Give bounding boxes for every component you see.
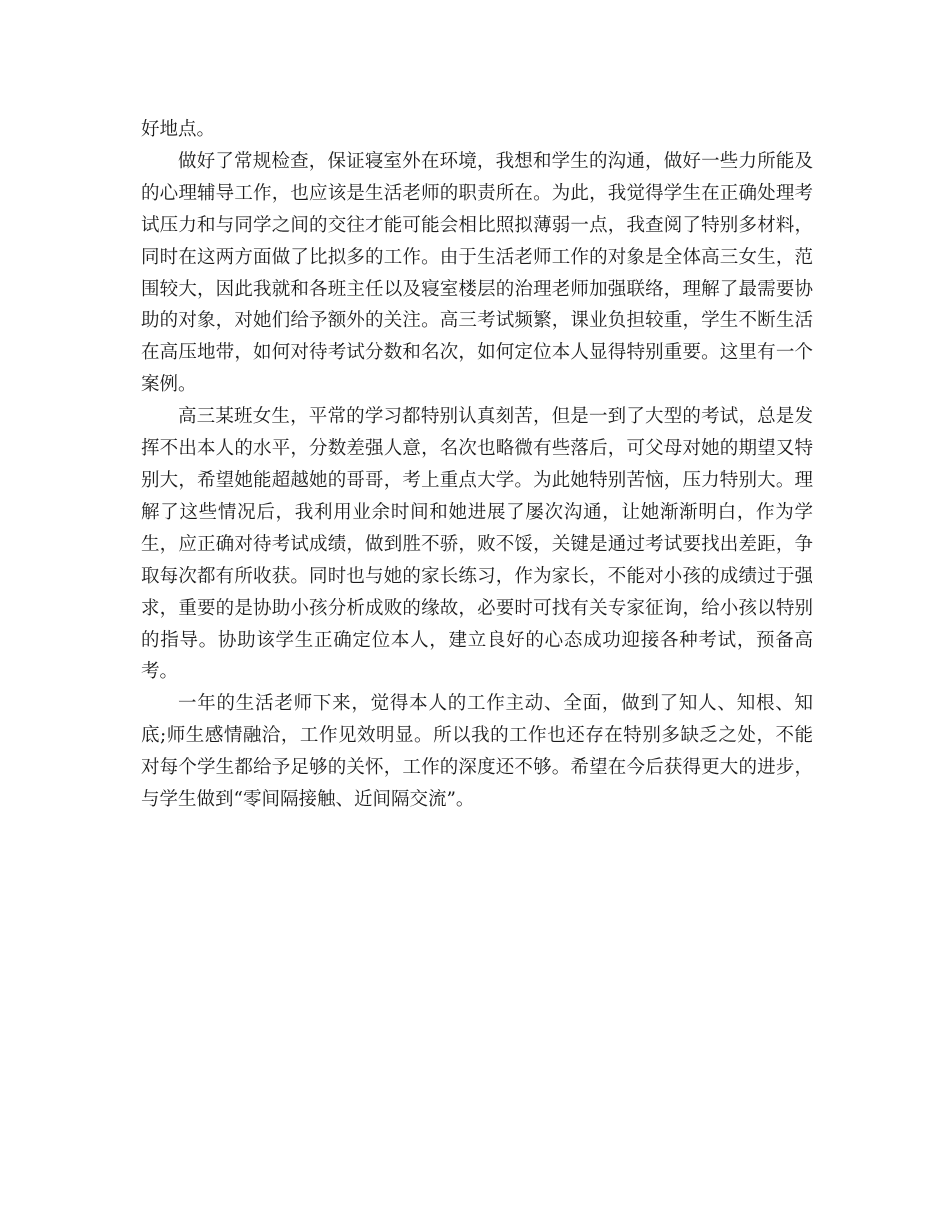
- paragraph-routine-check: 做好了常规检查，保证寝室外在环境，我想和学生的沟通，做好一些力所能及的心理辅导工作，也应该是生活老师的职责所在。为此，我觉得学生在正确处理考试压力和与同学之间的交往才能可能会相比照拟薄弱一点，我查阅了特别多材料，同时在这两方面做了比拟多的工作。由于生活老师工作的对象是全体高三女生，范围较大，因此我就和各班主任以及寝室楼层的治理老师加强联络，理解了最需要协助的对象，对她们给予额外的关注。高三考试频繁，课业负担较重，学生不断生活在高压地带，如何对待考试分数和名次，如何定位本人显得特别重要。这里有一个案例。: [141, 150, 813, 396]
- paragraph-summary: 一年的生活老师下来，觉得本人的工作主动、全面，做到了知人、知根、知底;师生感情融洽，工作见效明显。所以我的工作也还存在特别多缺乏之处，不能对每个学生都给予足够的关怀，工作的深度还不够。希望在今后获得更大的进步，与学生做到“零间隔接触、近间隔交流”。: [141, 693, 813, 811]
- paragraph-continuation: 好地点。: [141, 119, 216, 140]
- document-body: [141, 114, 813, 816]
- paragraph-case-study: 高三某班女生，平常的学习都特别认真刻苦，但是一到了大型的考试，总是发挥不出本人的水平，分数差强人意，名次也略微有些落后，可父母对她的期望又特别大，希望她能超越她的哥哥，考上重点大学。为此她特别苦恼，压力特别大。理解了这些情况后，我利用业余时间和她进展了屡次沟通，让她渐渐明白，作为学生，应正确对待考试成绩，做到胜不骄，败不馁，关键是通过考试要找出差距，争取每次都有所收获。同时也与她的家长练习，作为家长，不能对小孩的成绩过于强求，重要的是协助小孩分析成败的缘故，必要时可找有关专家征询，给小孩以特别的指导。协助该学生正确定位本人，建立良好的心态成功迎接各种考试，预备高考。: [141, 406, 813, 683]
